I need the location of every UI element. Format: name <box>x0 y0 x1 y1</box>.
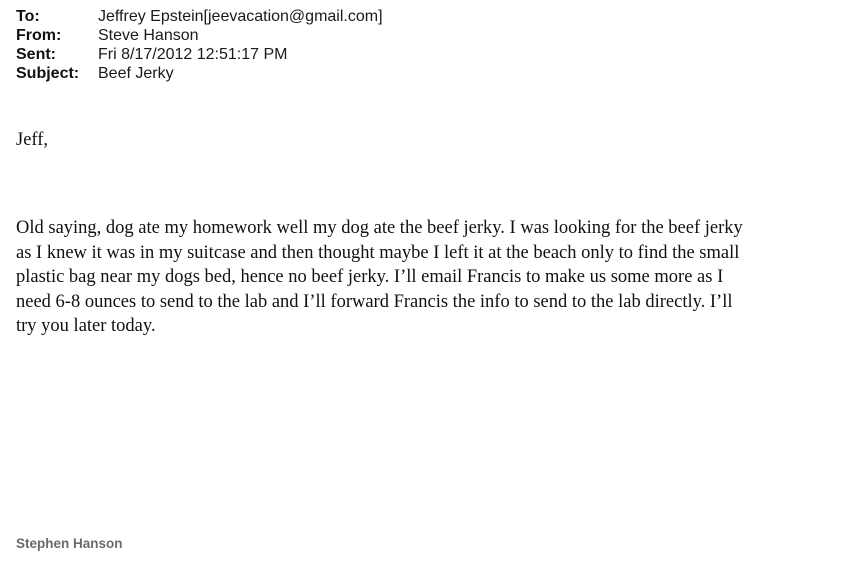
to-row <box>16 7 383 26</box>
subject-row <box>16 64 383 83</box>
from-label: From: <box>16 27 62 44</box>
paragraph-line: Old saying, dog ate my homework well my dog ate the beef jerky. I was looking for the beef jerky <box>16 218 743 238</box>
to-value: Jeffrey Epstein[jeevacation@gmail.com] <box>98 8 383 25</box>
message-paragraph <box>16 216 831 339</box>
paragraph-line: plastic bag near my dogs bed, hence no beef jerky. I’ll email Francis to make us some more as I <box>16 267 724 287</box>
paragraph-line: as I knew it was in my suitcase and then thought maybe I left it at the beach only to find the small <box>16 242 740 263</box>
to-label: To: <box>16 8 40 25</box>
sent-label: Sent: <box>16 46 56 63</box>
sent-row <box>16 45 383 64</box>
from-row <box>16 26 383 45</box>
subject-value: Beef Jerky <box>98 65 174 82</box>
signature: Stephen Hanson <box>16 536 123 551</box>
subject-label: Subject: <box>16 65 80 82</box>
email-header <box>16 7 383 83</box>
paragraph-line: need 6-8 ounces to send to the lab and I’ll forward Francis the info to send to the lab directly. I’ll <box>16 291 733 312</box>
from-value: Steve Hanson <box>98 27 199 44</box>
greeting: Jeff, <box>16 130 49 150</box>
paragraph-line: try you later today. <box>16 316 156 336</box>
sent-value: Fri 8/17/2012 12:51:17 PM <box>98 46 288 63</box>
